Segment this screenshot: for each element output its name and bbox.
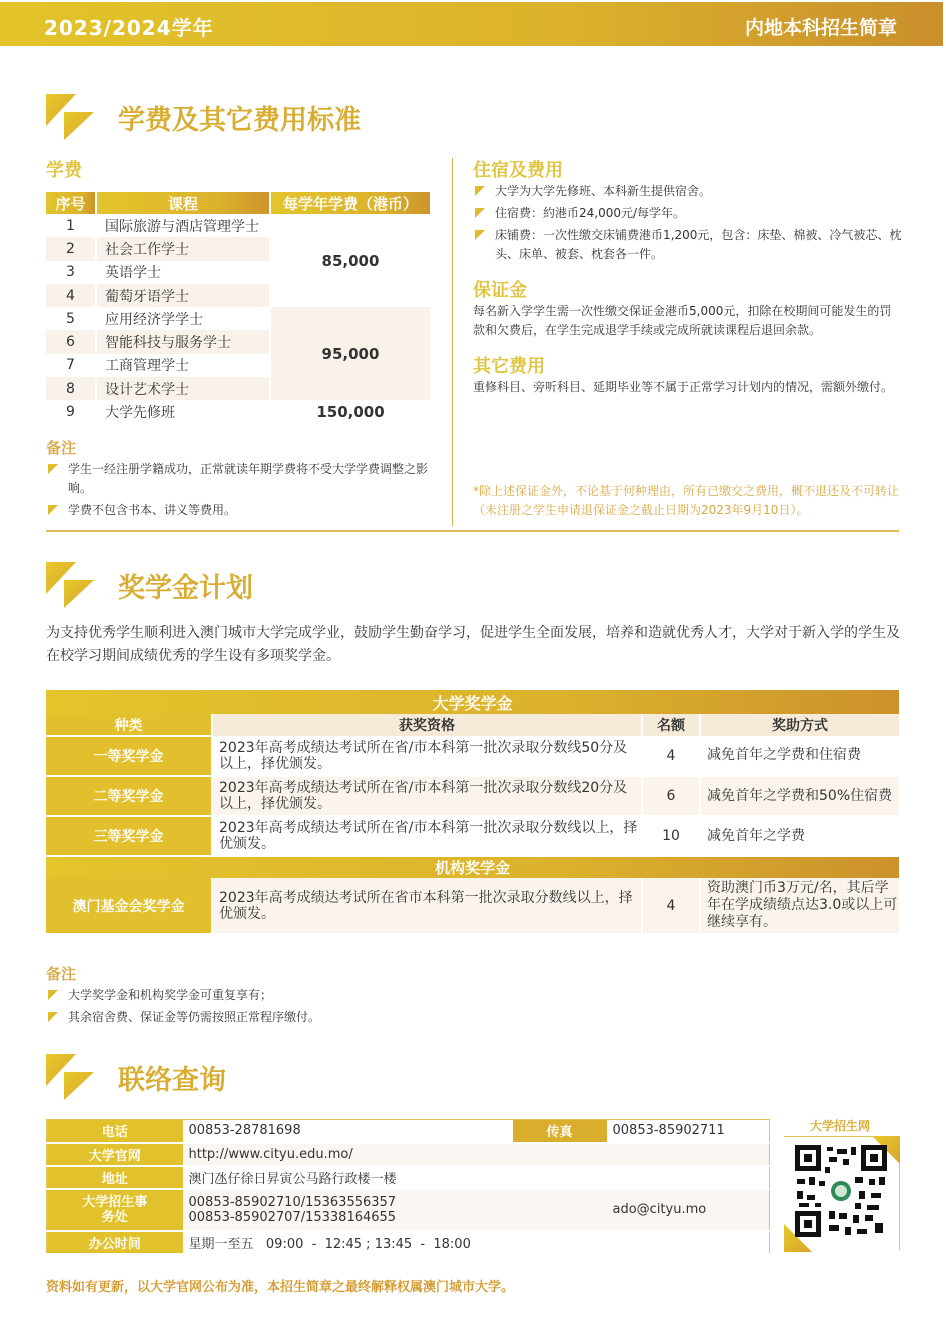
table-row [46, 878, 899, 934]
scholarship-type: 澳门基金会奖学金 [46, 878, 212, 934]
scholarship-type: 一等奖学金 [46, 736, 212, 776]
table-row [46, 307, 430, 330]
scholarship-notes-heading: 备注 [46, 965, 77, 983]
scholarship-notes [46, 986, 546, 1030]
scholarship-award: 减免首年之学费和住宿费 [700, 736, 899, 776]
table-row [46, 736, 899, 776]
scholarship-award: 减免首年之学费和50%住宿费 [700, 776, 899, 816]
brochure-title: 内地本科招生简章 [744, 17, 897, 39]
row-no: 9 [66, 404, 75, 421]
brand-triangle-icon [46, 94, 96, 140]
row-no: 5 [66, 310, 75, 327]
other-fees-text: 重修科目、旁听科目、延期毕业等不属于正常学习计划内的情况，需额外缴付。 [473, 380, 894, 394]
col-type: 种类 [46, 714, 212, 736]
office-phone-1[interactable]: 00853-85902710/15363556357 [188, 1194, 397, 1210]
fax-label: 传真 [513, 1120, 607, 1143]
bullet-triangle-icon [475, 230, 485, 240]
col-count: 名额 [642, 714, 700, 736]
admissions-office-phones [183, 1189, 607, 1231]
row-no: 4 [46, 284, 96, 307]
item-text: 住宿费：約港币24,000元/每学年。 [495, 206, 686, 220]
tuition-notes-heading: 备注 [46, 439, 77, 457]
footer-disclaimer: 资料如有更新，以大学官网公布为准，本招生简章之最终解释权属澳门城市大学。 [46, 1280, 515, 1295]
academic-year: 2023/2024学年 [44, 16, 214, 40]
qr-pattern-icon [795, 1145, 887, 1237]
bullet-triangle-icon [475, 186, 485, 196]
tuition-heading: 学费 [46, 160, 82, 181]
row-no: 2 [46, 237, 96, 260]
row-course: 葡萄牙语学士 [96, 284, 270, 307]
section-title: 学费及其它费用标准 [118, 105, 361, 136]
scholarship-award: 减免首年之学费 [700, 816, 899, 856]
list-item [46, 986, 546, 1005]
admissions-office-label: 大学招生事务处 [47, 1189, 183, 1231]
university-scholarship-band: 大学奖学金 [46, 690, 899, 714]
col-qualification: 获奖资格 [212, 714, 642, 736]
contact-row-office [47, 1189, 770, 1231]
scholarship-type: 三等奖学金 [46, 816, 212, 856]
list-item [473, 182, 903, 201]
note-text: 大学奖学金和机构奖学金可重复享有； [68, 988, 273, 1002]
scholarship-award: 资助澳门币3万元/名，其后学年在学成绩绩点达3.0或以上可继续享有。 [700, 878, 899, 934]
hours-label: 办公时间 [47, 1231, 183, 1254]
row-no: 3 [66, 264, 75, 281]
scholarship-qualification: 2023年高考成绩达考试所在省/市本科第一批次录取分数线50分及以上，择优颁发。 [212, 736, 642, 776]
row-course: 设计艺术学士 [96, 377, 270, 400]
table-row [46, 214, 430, 237]
fee-value: 95,000 [270, 307, 430, 400]
scholarship-count: 6 [642, 776, 700, 816]
website-link[interactable]: http://www.cityu.edu.mo/ [183, 1143, 770, 1166]
list-item [46, 1008, 546, 1027]
scholarship-table [46, 690, 899, 935]
col-fee: 每学年学费（港币） [270, 192, 430, 214]
bullet-triangle-icon [48, 1012, 58, 1022]
col-award: 奖助方式 [700, 714, 899, 736]
bullet-triangle-icon [475, 208, 485, 218]
contact-row-address [47, 1166, 770, 1189]
row-course: 国际旅游与酒店管理学士 [96, 214, 270, 237]
top-banner [0, 2, 943, 46]
refund-footnote: *除上述保证金外，不论基于何种理由，所有已缴交之费用，概不退还及不可转让（未注册之学生申请退保证金之截止日期为2023年9月10日）。 [473, 484, 900, 517]
phone-value[interactable]: 00853-28781698 [183, 1120, 513, 1143]
accommodation-list [473, 182, 903, 267]
section-title: 奖学金计划 [118, 573, 253, 604]
office-email-link[interactable]: ado@cityu.mo [607, 1189, 770, 1231]
contact-row-website [47, 1143, 770, 1166]
bullet-triangle-icon [48, 464, 58, 474]
note-text: 学费不包含书本、讲义等费用。 [68, 503, 237, 517]
deposit-heading: 保证金 [473, 280, 527, 301]
section-divider [46, 530, 899, 532]
row-course: 智能科技与服务学士 [96, 330, 270, 353]
phone-label: 电话 [47, 1120, 183, 1143]
list-item [473, 204, 903, 223]
row-no: 6 [46, 330, 96, 353]
hours-value: 星期一至五 09:00 - 12:45 ; 13:45 - 18:00 [183, 1231, 770, 1254]
fee-value: 85,000 [270, 214, 430, 307]
address-value: 澳门氹仔徐日昇寅公马路行政楼一楼 [183, 1166, 770, 1189]
contact-row-hours [47, 1231, 770, 1254]
table-header [46, 192, 430, 214]
column-divider [452, 158, 453, 526]
row-no: 7 [66, 357, 75, 374]
row-course: 大学先修班 [96, 400, 270, 423]
section-title: 联络查询 [118, 1065, 226, 1096]
contact-table [46, 1119, 770, 1255]
col-course: 课程 [96, 192, 270, 214]
bullet-triangle-icon [48, 990, 58, 1000]
office-phone-2[interactable]: 00853-85902707/15338164655 [188, 1209, 397, 1225]
bullet-triangle-icon [48, 505, 58, 515]
list-item [473, 226, 903, 264]
row-course: 社会工作学士 [96, 237, 270, 260]
scholarship-qualification: 2023年高考成绩达考试所在省市本科第一批次录取分数线以上，择优颁发。 [212, 878, 642, 934]
table-header [46, 714, 899, 736]
brand-triangle-icon [46, 562, 96, 608]
scholarship-type: 二等奖学金 [46, 776, 212, 816]
list-item [46, 460, 436, 498]
scholarship-count: 4 [642, 736, 700, 776]
scholarship-intro: 为支持优秀学生顺利进入澳门城市大学完成学业，鼓励学生勤奋学习，促进学生全面发展，培养和造就优秀人才，大学对于新入学的学生及在校学习期间成绩优秀的学生设有多项奖学金。 [46, 625, 900, 664]
col-no: 序号 [46, 192, 96, 214]
scholarship-qualification: 2023年高考成绩达考试所在省/市本科第一批次录取分数线以上，择优颁发。 [212, 816, 642, 856]
admissions-qr-block [784, 1114, 900, 1254]
address-label: 地址 [47, 1166, 183, 1189]
row-course: 工商管理学士 [96, 354, 270, 377]
fee-value: 150,000 [270, 400, 430, 423]
table-row [46, 816, 899, 856]
fax-value: 00853-85902711 [607, 1120, 770, 1143]
tuition-notes [46, 460, 436, 523]
note-text: 学生一经注册学籍成功，正常就读年期学费将不受大学学费调整之影响。 [68, 462, 429, 495]
website-label: 大学官网 [47, 1143, 183, 1166]
deposit-text: 每名新入学学生需一次性缴交保证金港币5,000元，扣除在校期间可能发生的罚款和欠费后，在学生完成退学手续或完成所就读课程后退回余款。 [473, 304, 892, 337]
row-no: 1 [66, 217, 75, 234]
item-text: 床铺费：一次性缴交床铺费港币1,200元，包含：床垫、棉被、冷气被芯、枕头、床单、被套、枕套各一件。 [495, 228, 902, 261]
row-course: 应用经济学学士 [96, 307, 270, 330]
list-item [46, 501, 436, 520]
other-fees-heading: 其它费用 [473, 356, 545, 377]
qr-code[interactable] [795, 1145, 887, 1237]
note-text: 其余宿舍费、保证金等仍需按照正常程序缴付。 [68, 1010, 321, 1024]
contact-row-phone [47, 1120, 770, 1143]
scholarship-count: 4 [642, 878, 700, 934]
row-no: 8 [46, 377, 96, 400]
item-text: 大学为大学先修班、本科新生提供宿舍。 [495, 184, 712, 198]
tuition-table [46, 192, 430, 424]
row-course: 英语学士 [96, 261, 270, 284]
table-row [46, 400, 430, 423]
qr-caption: 大学招生网 [809, 1119, 870, 1133]
accommodation-heading: 住宿及费用 [473, 160, 563, 181]
table-row [46, 776, 899, 816]
scholarship-count: 10 [642, 816, 700, 856]
institution-scholarship-band: 机构奖学金 [46, 856, 899, 878]
scholarship-qualification: 2023年高考成绩达考试所在省/市本科第一批次录取分数线20分及以上，择优颁发。 [212, 776, 642, 816]
brand-triangle-icon [46, 1054, 96, 1100]
